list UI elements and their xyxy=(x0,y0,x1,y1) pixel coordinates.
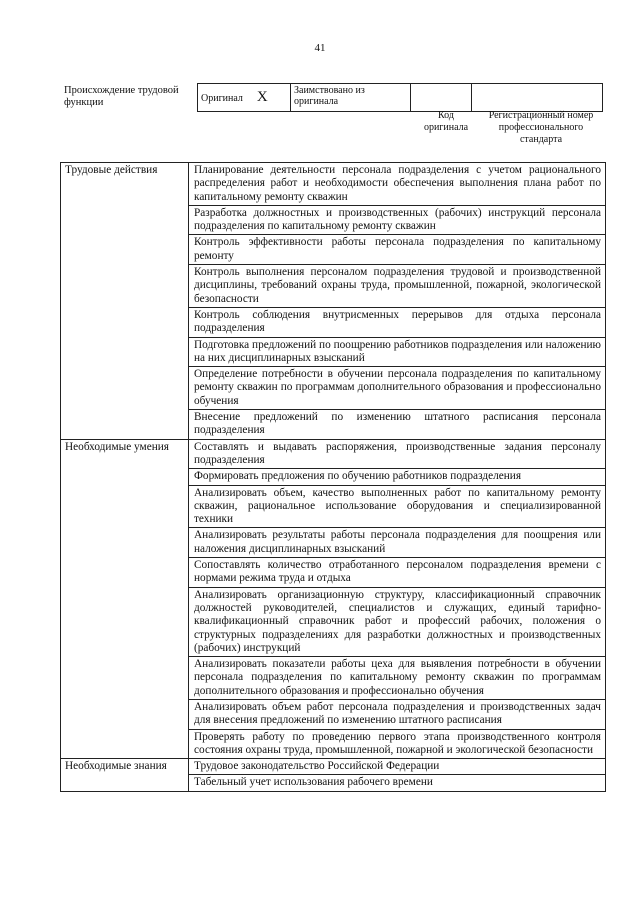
original-cell xyxy=(198,84,291,112)
section-item: Табельный учет использования рабочего времени xyxy=(189,775,606,791)
section-item: Проверять работу по проведению первого этапа производственного контроля состояния охраны труда, промышленной, пожарной и экологической безопасности xyxy=(189,729,606,759)
original-label: Оригинал xyxy=(201,92,243,104)
section-item: Анализировать объем работ персонала подразделения и производственных задач для внесения предложений по изменению штатного расписания xyxy=(189,699,606,729)
section-item: Трудовое законодательство Российской Федерации xyxy=(189,759,606,775)
original-mark: X xyxy=(256,88,268,105)
section-item: Разработка должностных и производственных (рабочих) инструкций персонала подразделения по капитальному ремонту скважин xyxy=(189,205,606,235)
section-title: Необходимые знания xyxy=(61,759,189,792)
section-item: Сопоставлять количество отработанного персоналом подразделения времени с нормами режима труда и отдыха xyxy=(189,558,606,588)
section-item: Определение потребности в обучении персонала подразделения по капитальному ремонту скважин по программам дополнительного образования и профессионально обучения xyxy=(189,367,606,410)
section-item: Контроль соблюдения внутрисменных перерывов для отдыха персонала подразделения xyxy=(189,307,606,337)
code-caption: Код оригинала xyxy=(423,110,469,133)
section-item: Формировать предложения по обучению работников подразделения xyxy=(189,469,606,485)
borrowed-cell: Заимствовано из оригинала xyxy=(291,84,411,112)
section-item: Составлять и выдавать распоряжения, производственные задания персоналу подразделения xyxy=(189,439,606,469)
section-item: Анализировать объем, качество выполненных работ по капитальному ремонту скважин, рациональное использование оборудования и специализированной техники xyxy=(189,485,606,528)
section-item: Контроль выполнения персоналом подразделения трудовой и производственной дисциплины, требований охраны труда, промышленной, пожарной, экологической безопасности xyxy=(189,265,606,308)
table-row xyxy=(61,163,606,206)
section-item: Анализировать показатели работы цеха для выявления потребности в обучении персонала подразделения по капитальному ремонту скважин по программам дополнительного образования и профессионально обучения xyxy=(189,657,606,700)
code-cell xyxy=(411,84,472,112)
section-item: Контроль эффективности работы персонала подразделения по капитальному ремонту xyxy=(189,235,606,265)
section-item: Подготовка предложений по поощрению работников подразделения или наложению на них дисциплинарных взысканий xyxy=(189,337,606,367)
section-item: Планирование деятельности персонала подразделения с учетом рационального распределения работ и необходимости обеспечения выполнения плана работ по капитальному ремонту скважин xyxy=(189,163,606,206)
section-item: Анализировать организационную структуру, классификационный справочник должностей руководителей, специалистов и служащих, единый тарифно-квалификационный справочник работ и профессий рабочих, положения о структурных подразделениях для разработки должностных и производственных (рабочих) инструкций xyxy=(189,587,606,656)
reg-number-cell xyxy=(472,84,603,112)
section-item: Внесение предложений по изменению штатного расписания персонала подразделения xyxy=(189,410,606,440)
page-number: 41 xyxy=(314,42,326,54)
origin-label: Происхождение трудовой функции xyxy=(64,85,179,108)
reg-caption: Регистрационный номер профессионального стандарта xyxy=(488,110,594,145)
origin-table xyxy=(197,83,603,112)
section-title: Трудовые действия xyxy=(61,163,189,440)
table-row xyxy=(61,759,606,775)
table-row xyxy=(61,439,606,469)
labor-function-table xyxy=(60,162,606,792)
section-item: Анализировать результаты работы персонала подразделения для поощрения или наложения дисциплинарных взысканий xyxy=(189,528,606,558)
section-title: Необходимые умения xyxy=(61,439,189,759)
